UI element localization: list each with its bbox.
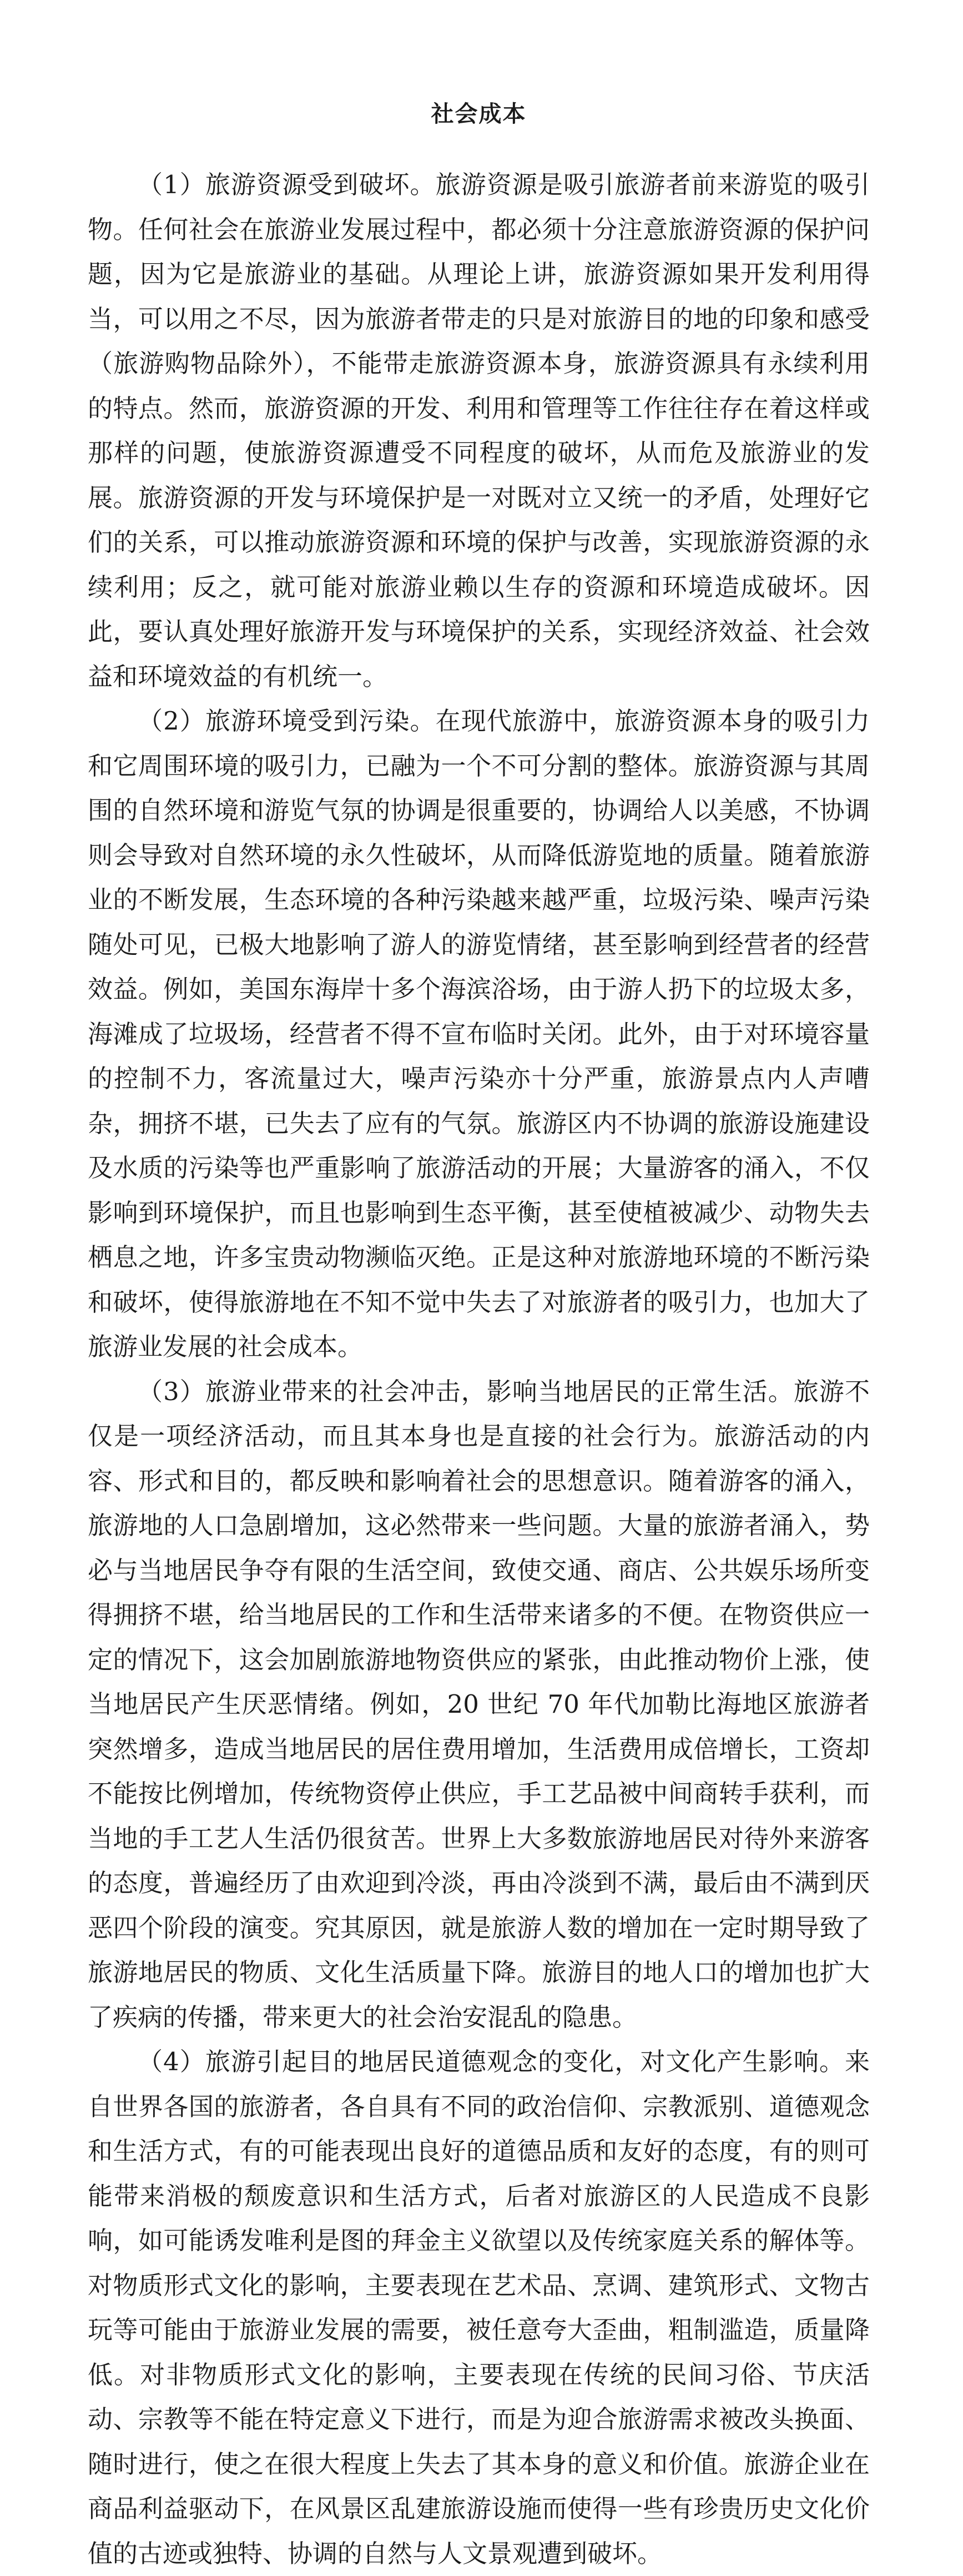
paragraph-culture-impact: （4）旅游引起目的地居民道德观念的变化，对文化产生影响。来自世界各国的旅游者，各自具有不同的政治信仰、宗教派别、道德观念和生活方式，有的可能表现出良好的道德品质和友好的态度，有的则可能带来消极的颓废意识和生活方式，后者对旅游区的人民造成不良影响，如可能诱发唯利是图的拜金主义欲望以及传统家庭关系的解体等。对物质形式文化的影响，主要表现在艺术品、烹调、建筑形式、文物古玩等可能由于旅游业发展的需要，被任意夸大歪曲，粗制滥造，质量降低。对非物质形式文化的影响，主要表现在传统的民间习俗、节庆活动、宗教等不能在特定意义下进行，而是为迎合旅游需求被改头换面、随时进行，使之在很大程度上失去了其本身的意义和价值。旅游企业在商品利益驱动下，在风景区乱建旅游设施而使得一些有珍贵历史文化价值的古迹或独特、协调的自然与人文景观遭到破坏。 bbox=[88, 2047, 870, 2568]
section-title: 社会成本 bbox=[431, 100, 527, 127]
paragraph-resource-damage: （1）旅游资源受到破坏。旅游资源是吸引旅游者前来游览的吸引物。任何社会在旅游业发展过程中，都必须十分注意旅游资源的保护问题，因为它是旅游业的基础。从理论上讲，旅游资源如果开发利用得当，可以用之不尽，因为旅游者带走的只是对旅游目的地的印象和感受（旅游购物品除外），不能带走旅游资源本身，旅游资源具有永续利用的特点。然而，旅游资源的开发、利用和管理等工作往往存在着这样或那样的问题，使旅游资源遭受不同程度的破坏，从而危及旅游业的发展。旅游资源的开发与环境保护是一对既对立又统一的矛盾，处理好它们的关系，可以推动旅游资源和环境的保护与改善，实现旅游资源的永续利用；反之，就可能对旅游业赖以生存的资源和环境造成破坏。因此，要认真处理好旅游开发与环境保护的关系，实现经济效益、社会效益和环境效益的有机统一。 bbox=[88, 170, 870, 691]
paragraph-environment-pollution: （2）旅游环境受到污染。在现代旅游中，旅游资源本身的吸引力和它周围环境的吸引力，已融为一个不可分割的整体。旅游资源与其周围的自然环境和游览气氛的协调是很重要的，协调给人以美感，不协调则会导致对自然环境的永久性破坏，从而降低游览地的质量。随着旅游业的不断发展，生态环境的各种污染越来越严重，垃圾污染、噪声污染随处可见，已极大地影响了游人的游览情绪，甚至影响到经营者的经营效益。例如，美国东海岸十多个海滨浴场，由于游人扔下的垃圾太多，海滩成了垃圾场，经营者不得不宣布临时关闭。此外，由于对环境容量的控制不力，客流量过大，噪声污染亦十分严重，旅游景点内人声嘈杂，拥挤不堪，已失去了应有的气氛。旅游区内不协调的旅游设施建设及水质的污染等也严重影响了旅游活动的开展；大量游客的涌入，不仅影响到环境保护，而且也影响到生态平衡，甚至使植被减少、动物失去栖息之地，许多宝贵动物濒临灭绝。正是这种对旅游地环境的不断污染和破坏，使得旅游地在不知不觉中失去了对旅游者的吸引力，也加大了旅游业发展的社会成本。 bbox=[88, 706, 870, 1361]
paragraph-social-impact: （3）旅游业带来的社会冲击，影响当地居民的正常生活。旅游不仅是一项经济活动，而且其本身也是直接的社会行为。旅游活动的内容、形式和目的，都反映和影响着社会的思想意识。随着游客的涌入，旅游地的人口急剧增加，这必然带来一些问题。大量的旅游者涌入，势必与当地居民争夺有限的生活空间，致使交通、商店、公共娱乐场所变得拥挤不堪，给当地居民的工作和生活带来诸多的不便。在物资供应一定的情况下，这会加剧旅游地物资供应的紧张，由此推动物价上涨，使当地居民产生厌恶情绪。例如，20 世纪 70 年代加勒比海地区旅游者突然增多，造成当地居民的居住费用增加，生活费用成倍增长，工资却不能按比例增加，传统物资停止供应，手工艺品被中间商转手获利，而当地的手工艺人生活仍很贫苦。世界上大多数旅游地居民对待外来游客的态度，普遍经历了由欢迎到冷淡，再由冷淡到不满，最后由不满到厌恶四个阶段的演变。究其原因，就是旅游人数的增加在一定时期导致了旅游地居民的物质、文化生活质量下降。旅游目的地人口的增加也扩大了疾病的传播，带来更大的社会治安混乱的隐患。 bbox=[88, 1376, 870, 2032]
